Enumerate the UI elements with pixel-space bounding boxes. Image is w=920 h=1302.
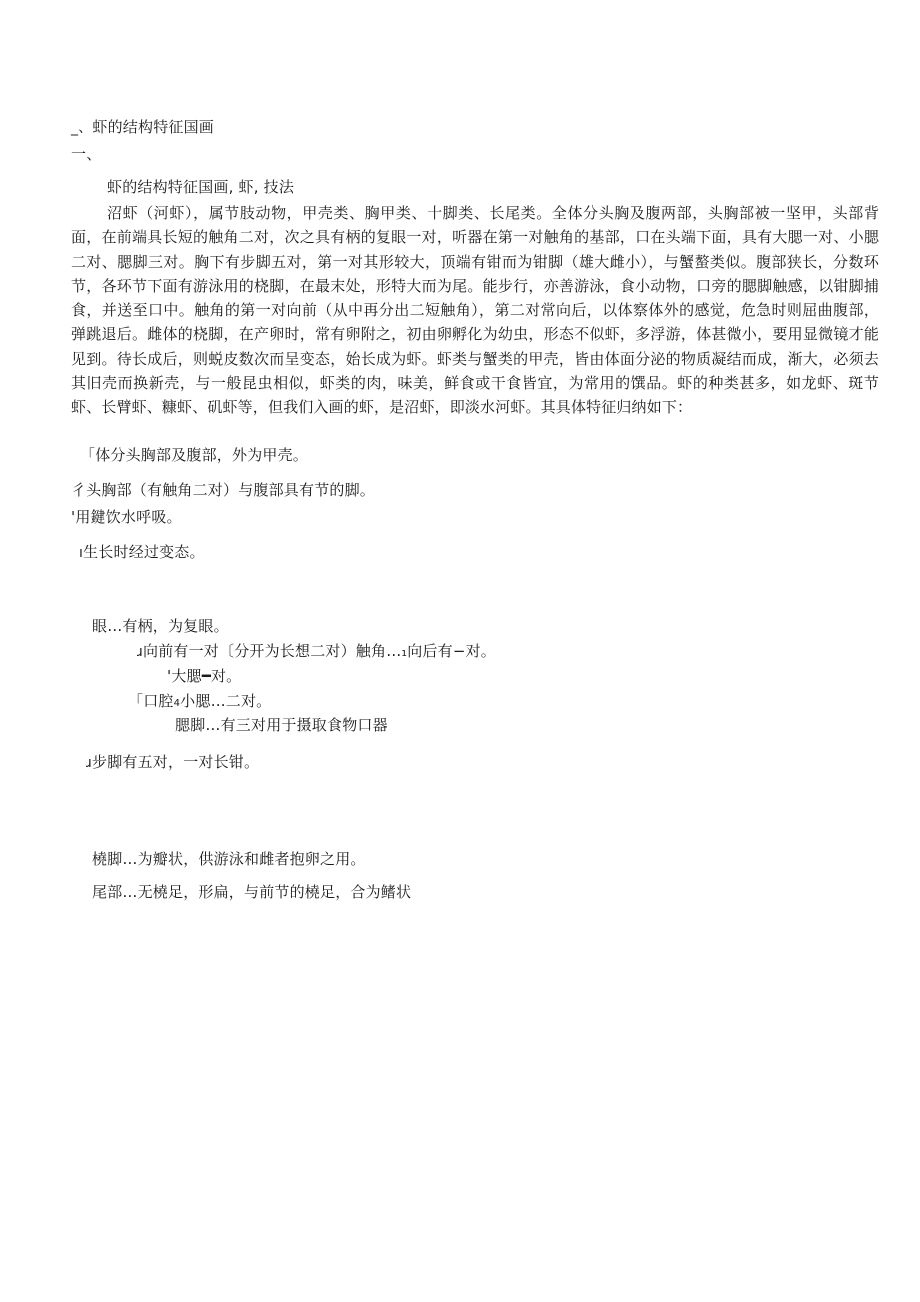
feature-mark: 彳: [71, 481, 87, 499]
heading-title: 虾的结构特征国画: [92, 118, 215, 136]
mouth-sub: 4: [173, 698, 181, 709]
head-part-antenna: [137, 641, 496, 662]
head-part-big-jaw: [167, 666, 241, 686]
head-part-eye: 眼…有柄，为复眼。: [92, 617, 229, 635]
mouth-text-b: 小腮…二对。: [180, 692, 272, 710]
main-paragraph: 沼虾（河虾），属节肢动物，甲壳类、胸甲类、十脚类、长尾类。全体分头胸及腹两部，头胸部被一坚甲，头部背面，在前端具长短的触角二对，次之具有柄的复眼一对，听器在第一对触角的基部，口在头端下面，具有大腮一对、小腮二对、腮脚三对。胸下有步脚五对，第一对其形较大，顶端有钳而为钳脚（雄大雌小），与蟹螯类似。腹部狭长，分数环节，各环节下面有游泳用的桡脚，在最末处，形特大而为尾。能步行，亦善游泳，食小动物，口旁的腮脚触感，以钳脚捕食，并送至口中。触角的第一对向前（从中再分出二短触角），第二对常向后，以体察体外的感觉，危急时则屈曲腹部，弹跳退后。雌体的桡脚，在产卵时，常有卵附之，初由卵孵化为幼虫，形态不似虾，多浮游，体甚微小，要用显微镜才能见到。待长成后，则蜕皮数次而呈变态，始长成为虾。虾类与蟹类的甲壳，皆由体面分泌的物质凝结而成，渐大，必须去其旧壳而换新壳，与一般昆虫相似，虾类的肉，味美，鲜食或干食皆宜，为常用的馔品。虾的种类甚多，如龙虾、斑节虾、长臂虾、糠虾、矶虾等，但我们入画的虾，是沼虾，即淡水河虾。其具体特征归纳如下：: [71, 204, 879, 417]
antenna-tail: 向后有−对。: [407, 642, 496, 660]
feature-text: 头胸部（有触角二对）与腹部具有节的脚。: [86, 481, 376, 499]
mouth-text-a: 口腔: [143, 692, 174, 710]
head-part-mouth: [128, 691, 271, 714]
antenna-mark-2: ₁: [401, 644, 408, 660]
walking-legs-text: 步脚有五对，一对长钳。: [92, 753, 260, 771]
tail: 尾部…无橈足，形扁，与前节的橈足，合为鳍状: [92, 883, 412, 901]
swim-legs: 橈脚…为瓣状，供游泳和雌者抱卵之用。: [92, 850, 366, 868]
walking-legs-mark: ɹ: [86, 755, 92, 771]
feature-item: [71, 507, 182, 527]
feature-item: [79, 542, 205, 563]
walking-legs: [86, 752, 259, 773]
head-part-gill-feet: 腮脚…有三对用于摄取食物口器: [175, 716, 388, 734]
big-jaw-mark: ': [167, 667, 172, 685]
feature-item: [80, 445, 308, 465]
heading: [71, 117, 214, 138]
mouth-mark: 「: [128, 692, 144, 710]
feature-item: [71, 480, 375, 500]
subtitle: 虾的结构特征国画, 虾, 技法: [107, 178, 295, 196]
antenna-mark: ɹ: [137, 644, 143, 660]
heading-marker: _、: [71, 120, 93, 136]
feature-text: 体分头胸部及腹部，外为甲壳。: [95, 446, 309, 464]
feature-mark: ': [71, 508, 76, 526]
feature-text: 生长时经过变态。: [83, 543, 205, 561]
feature-text: 用鍵饮水呼吸。: [75, 508, 182, 526]
feature-mark: ı: [79, 545, 84, 561]
heading-sub-marker: 一、: [71, 145, 102, 163]
antenna-text: 向前有一对〔分开为长想二对）触角…: [143, 642, 402, 660]
big-jaw-text: 大腮━对。: [171, 667, 242, 685]
feature-mark: 「: [80, 446, 96, 464]
